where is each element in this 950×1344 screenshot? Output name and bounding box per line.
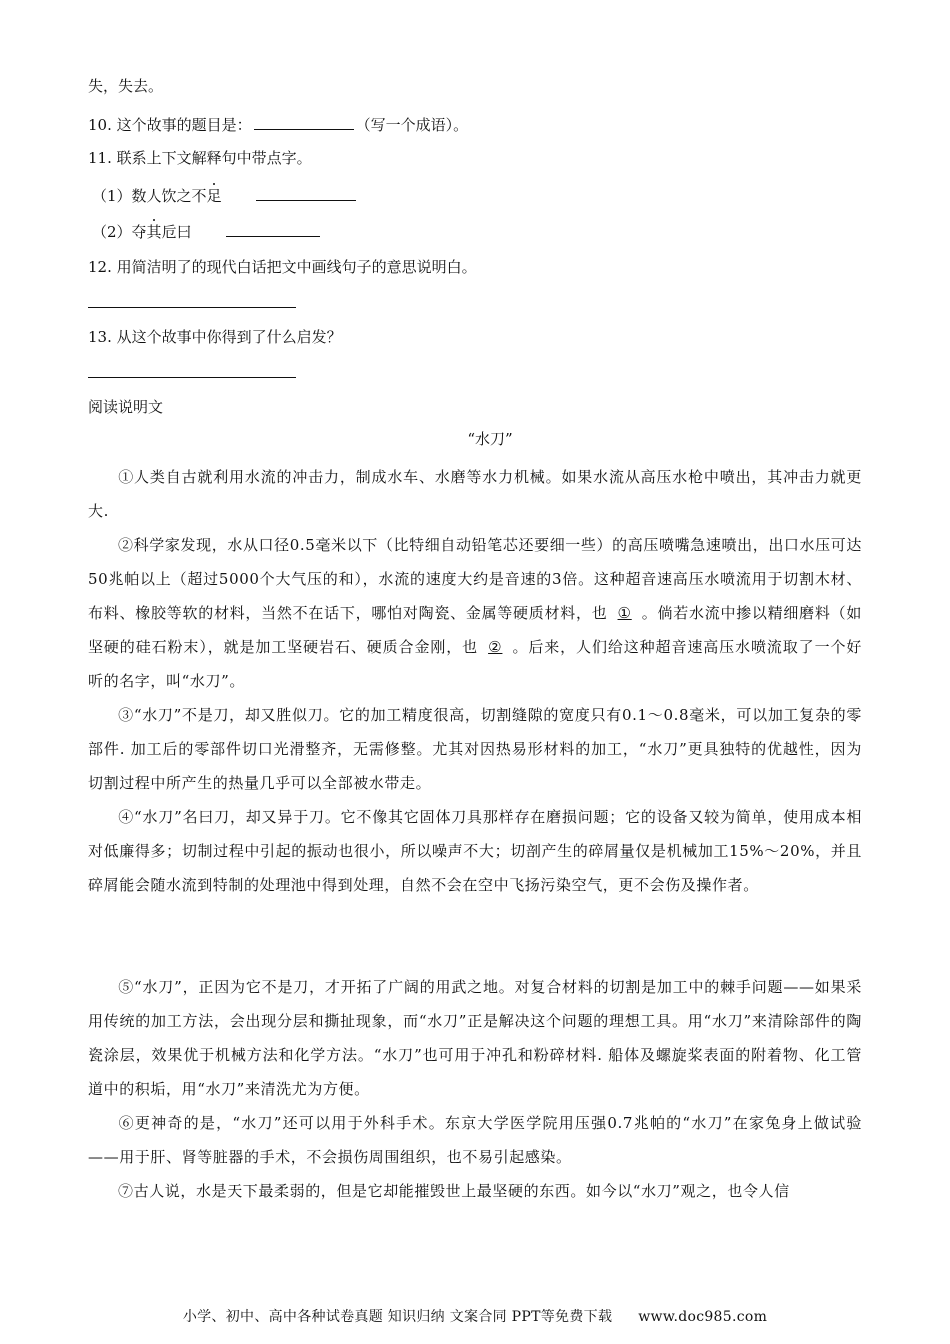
dotted-character: 足 xyxy=(206,187,222,205)
question-10 xyxy=(88,113,468,135)
question-11-2-suffix: 卮曰 xyxy=(161,223,192,241)
answer-blank[interactable] xyxy=(226,220,320,237)
page-footer xyxy=(0,1306,950,1326)
text-line: 失，失去。 xyxy=(88,77,164,95)
question-10-suffix: （写一个成语）。 xyxy=(355,116,469,134)
question-11-1 xyxy=(92,184,358,206)
answer-line[interactable] xyxy=(88,377,296,378)
paragraph-1: ①人类自古就利用水流的冲击力，制成水车、水磨等水力机械。如果水流从高压水枪中喷出，其冲击力就更大. xyxy=(88,468,862,520)
article-title: “水刀” xyxy=(467,430,513,448)
paragraph-5: ⑤“水刀”，正因为它不是刀，才开拓了广阔的用武之地。对复合材料的切割是加工中的棘手问题——如果采用传统的加工方法，会出现分层和撕扯现象，而“水刀”正是解决这个问题的理想工具。用“水刀”来清除部件的陶瓷涂层，效果优于机械方法和化学方法。“水刀”也可用于冲孔和粉碎材料. 船体及螺旋桨表面的附着物、化工管道中的积垢，用“水刀”来清洗尤为方便。 xyxy=(88,978,862,1098)
question-11-2-text: （2）夺 xyxy=(92,223,147,241)
dotted-character: 其 xyxy=(146,223,162,241)
blank-1[interactable]: ① xyxy=(617,604,632,622)
footer-text: 小学、初中、高中各种试卷真题 知识归纳 文案合同 PPT等免费下载 xyxy=(182,1309,613,1325)
blank-2[interactable]: ② xyxy=(488,638,503,656)
footer-url[interactable]: www.doc985.com xyxy=(638,1309,768,1325)
answer-blank[interactable] xyxy=(254,113,354,130)
paragraph-2: ②科学家发现，水从口径0.5毫米以下（比特细自动铅笔芯还要细一些）的高压喷嘴急速喷出，出口水压可达50兆帕以上（超过5000个大气压的和），水流的速度大约是音速的3倍。这种超音速高压水喷流用于切割木材、布料、橡胶等软的材料，当然不在话下，哪怕对陶瓷、金属等硬质材料，也 ① 。倘若水流中掺以精细磨料（如坚硬的硅石粉末），就是加工坚硬岩石、硬质合金刚，也 ② 。后来，人们给这种超音速高压水喷流取了一个好听的名字，叫“水刀”。 xyxy=(88,536,862,690)
question-10-text: 10. 这个故事的题目是： xyxy=(88,116,252,134)
question-13: 13. 从这个故事中你得到了什么启发？ xyxy=(88,328,342,346)
paragraph-7: ⑦古人说，水是天下最柔弱的，但是它却能摧毁世上最坚硬的东西。如今以“水刀”观之，也令人信 xyxy=(118,1182,790,1200)
question-11-2 xyxy=(92,220,322,242)
question-12: 12. 用简洁明了的现代白话把文中画线句子的意思说明白。 xyxy=(88,258,477,276)
paragraph-3: ③“水刀”不是刀，却又胜似刀。它的加工精度很高，切割缝隙的宽度只有0.1～0.8毫米，可以加工复杂的零部件. 加工后的零部件切口光滑整齐，无需修整。尤其对因热易形材料的加工，“水刀”更具独特的优越性，因为切割过程中所产生的热量几乎可以全部被水带走。 xyxy=(88,706,862,792)
answer-line[interactable] xyxy=(88,307,296,308)
paragraph-4: ④“水刀”名曰刀，却又异于刀。它不像其它固体刀具那样存在磨损问题；它的设备又较为简单，使用成本相对低廉得多；切制过程中引起的振动也很小，所以噪声不大；切剖产生的碎屑量仅是机械加工15%～20%，并且碎屑能会随水流到特制的处理池中得到处理，自然不会在空中飞扬污染空气，更不会伤及操作者。 xyxy=(88,808,862,894)
answer-blank[interactable] xyxy=(256,184,356,201)
paragraph-6: ⑥更神奇的是，“水刀”还可以用于外科手术。东京大学医学院用压强0.7兆帕的“水刀”在家兔身上做试验——用于肝、肾等脏器的手术，不会损伤周围组织，也不易引起感染。 xyxy=(88,1114,862,1166)
question-11: 11. 联系上下文解释句中带点字。 xyxy=(88,149,312,167)
section-heading: 阅读说明文 xyxy=(88,398,164,416)
question-11-1-text: （1）数人饮之不 xyxy=(92,187,207,205)
